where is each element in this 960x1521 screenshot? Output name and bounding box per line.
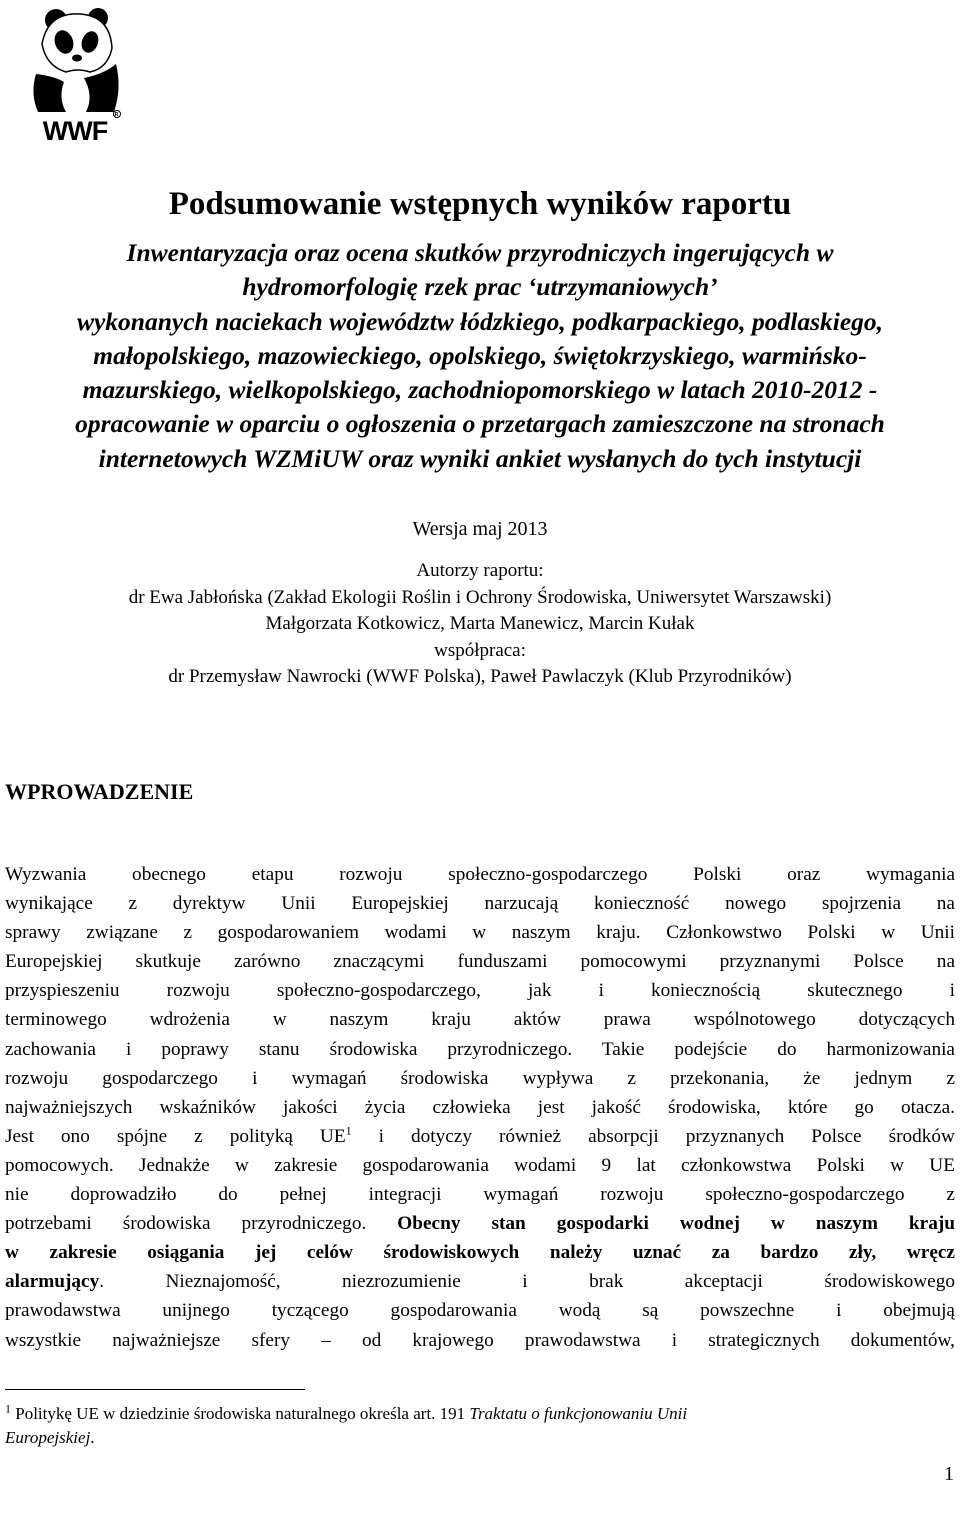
document-subtitle xyxy=(6,236,954,476)
body-line: terminowego wdrożenia w naszym kraju aktów prawa wspólnotowego dotyczących xyxy=(5,1009,955,1031)
body-bold-segment: alarmujący xyxy=(5,1271,100,1293)
body-text-segment: i dotyczy również absorpcji przyznanych Polsce środków xyxy=(351,1125,955,1147)
body-bold-segment: w zakresie osiągania jej celów środowiskowych należy uznać za bardzo zły, wręcz xyxy=(5,1242,955,1264)
wwf-logo xyxy=(28,4,122,146)
body-line: Wyzwania obecnego etapu rozwoju społeczno-gospodarczego Polski oraz wymagania xyxy=(5,864,955,885)
author-line: Małgorzata Kotkowicz, Marta Manewicz, Marcin Kułak xyxy=(265,613,695,634)
authors-block xyxy=(0,558,960,691)
body-text-segment: potrzebami środowiska przyrodniczego. xyxy=(5,1213,398,1235)
subtitle-line: małopolskiego, mazowieckiego, opolskiego, świętokrzyskiego, warmińsko- xyxy=(93,340,867,370)
body-line: wszystkie najważniejsze sfery – od krajowego prawodawstwa i strategicznych dokumentów, xyxy=(5,1329,955,1351)
footnote-ref: 1 xyxy=(345,1123,352,1138)
body-line: nie doprowadziło do pełnej integracji wymagań rozwoju społeczno-gospodarczego z xyxy=(5,1184,955,1206)
body-line xyxy=(5,1267,955,1296)
body-text-segment: . Nieznajomość, niezrozumienie i brak akceptacji środowiskowego xyxy=(99,1271,955,1293)
body-line: wynikające z dyrektyw Unii Europejskiej narzucają konieczność nowego spojrzenia na xyxy=(5,893,955,915)
section-heading: WPROWADZENIE xyxy=(5,779,194,804)
footnote-end: . xyxy=(90,1428,95,1447)
subtitle-line: opracowanie w oparciu o ogłoszenia o przetargach zamieszczone na stronach xyxy=(75,409,885,439)
body-line: pomocowych. Jednakże w zakresie gospodarowania wodami 9 lat członkowstwa Polski w UE xyxy=(5,1154,955,1176)
footnote-text: Politykę UE w dziedzinie środowiska naturalnego określa art. 191 xyxy=(11,1404,470,1423)
body-line xyxy=(5,1122,955,1151)
body-line: sprawy związane z gospodarowaniem wodami w naszym kraju. Członkowstwo Polski w Unii xyxy=(5,922,955,944)
body-paragraph xyxy=(5,860,955,1355)
document-title: Podsumowanie wstępnych wyników raportu xyxy=(168,186,792,222)
version-label: Wersja maj 2013 xyxy=(412,518,548,540)
footnote xyxy=(5,1402,955,1450)
subtitle-line: internetowych WZMiUW oraz wyniki ankiet wysłanych do tych instytucji xyxy=(98,443,862,473)
body-text-segment: Jest ono spójne z polityką UE xyxy=(5,1125,346,1147)
body-bold-segment: Obecny stan gospodarki wodnej w naszym kraju xyxy=(397,1213,955,1235)
subtitle-line: mazurskiego, wielkopolskiego, zachodniopomorskiego w latach 2010-2012 - xyxy=(82,375,878,405)
footnote-italic: Traktatu o funkcjonowaniu Unii xyxy=(469,1404,688,1423)
subtitle-line: wykonanych naciekach województw łódzkiego, podkarpackiego, podlaskiego, xyxy=(76,306,884,336)
footnote-number: 1 xyxy=(5,1401,11,1416)
page-number: 1 xyxy=(944,1463,954,1485)
author-line: dr Przemysław Nawrocki (WWF Polska), Paweł Pawlaczyk (Klub Przyrodników) xyxy=(168,666,792,687)
footnote-italic: Europejskiej xyxy=(5,1428,91,1447)
body-line xyxy=(5,1209,955,1238)
authors-label: Autorzy raportu: xyxy=(416,560,544,581)
author-line: dr Ewa Jabłońska (Zakład Ekologii Roślin i Ochrony Środowiska, Uniwersytet Warszawski) xyxy=(128,586,832,608)
subtitle-line: Inwentaryzacja oraz ocena skutków przyrodniczych ingerujących w xyxy=(126,238,834,267)
body-line: najważniejszych wskaźników jakości życia człowieka jest jakość środowiska, które go otacza. xyxy=(5,1096,955,1118)
body-line xyxy=(5,1238,955,1267)
body-line: zachowania i poprawy stanu środowiska przyrodniczego. Takie podejście do harmonizowania xyxy=(5,1038,955,1060)
body-line: Europejskiej skutkuje zarówno znaczącymi funduszami pomocowymi przyznanymi Polsce na xyxy=(5,951,955,973)
body-line: przyspieszeniu rozwoju społeczno-gospodarczego, jak i koniecznością skutecznego i xyxy=(5,980,955,1002)
subtitle-line: hydromorfologię rzek prac ‘utrzymaniowych’ xyxy=(242,272,718,302)
body-line: prawodawstwa unijnego tyczącego gospodarowania wodą są powszechne i obejmują xyxy=(5,1300,955,1322)
svg-text:R: R xyxy=(114,112,119,118)
body-line: rozwoju gospodarczego i wymagań środowiska wypływa z przekonania, że jednym z xyxy=(5,1067,955,1089)
cooperation-label: współpraca: xyxy=(434,639,526,661)
wwf-logo-text: WWF xyxy=(42,116,108,146)
footnote-divider xyxy=(5,1389,305,1390)
